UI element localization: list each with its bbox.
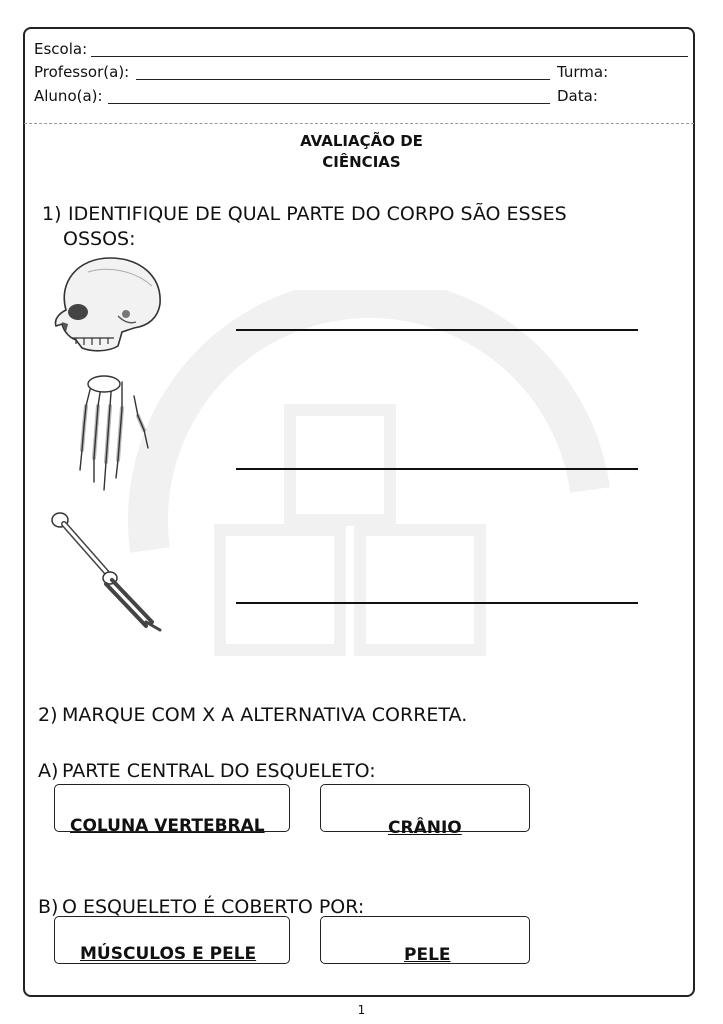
- skull-icon: [48, 252, 166, 356]
- student-field-line[interactable]: [108, 103, 550, 104]
- q1-text-line2: OSSOS:: [63, 228, 136, 250]
- page-title-line1: AVALIAÇÃO DE: [300, 132, 423, 150]
- answer-line-1[interactable]: [236, 329, 638, 331]
- qb-option-2-label: PELE: [404, 945, 451, 965]
- school-label: Escola:: [34, 40, 88, 58]
- header-divider: [24, 123, 694, 124]
- teacher-label: Professor(a):: [34, 63, 130, 81]
- q1-number: 1): [42, 203, 62, 225]
- page-title-line2: CIÊNCIAS: [322, 153, 401, 171]
- answer-line-3[interactable]: [236, 602, 638, 604]
- qa-option-1-label: COLUNA VERTEBRAL: [70, 816, 265, 836]
- q2-number: 2): [38, 704, 58, 726]
- qb-text: O ESQUELETO É COBERTO POR:: [62, 896, 365, 918]
- qa-option-2-label: CRÂNIO: [388, 818, 462, 838]
- page-number: 1: [357, 1003, 366, 1017]
- q2-text: MARQUE COM X A ALTERNATIVA CORRETA.: [62, 704, 468, 726]
- hand-bones-icon: [64, 372, 154, 502]
- q1-text-line1: IDENTIFIQUE DE QUAL PARTE DO CORPO SÃO ESSES: [68, 203, 567, 225]
- qa-text: PARTE CENTRAL DO ESQUELETO:: [62, 760, 376, 782]
- watermark-logo: [90, 290, 650, 710]
- qa-letter: A): [38, 760, 59, 782]
- class-label: Turma:: [557, 63, 609, 81]
- teacher-field-line[interactable]: [136, 79, 550, 80]
- qb-letter: B): [38, 896, 59, 918]
- answer-line-2[interactable]: [236, 468, 638, 470]
- school-field-line[interactable]: [91, 56, 688, 57]
- date-label: Data:: [557, 87, 598, 105]
- arm-bones-icon: [48, 508, 166, 634]
- student-label: Aluno(a):: [34, 87, 103, 105]
- qb-option-1-label: MÚSCULOS E PELE: [80, 944, 257, 964]
